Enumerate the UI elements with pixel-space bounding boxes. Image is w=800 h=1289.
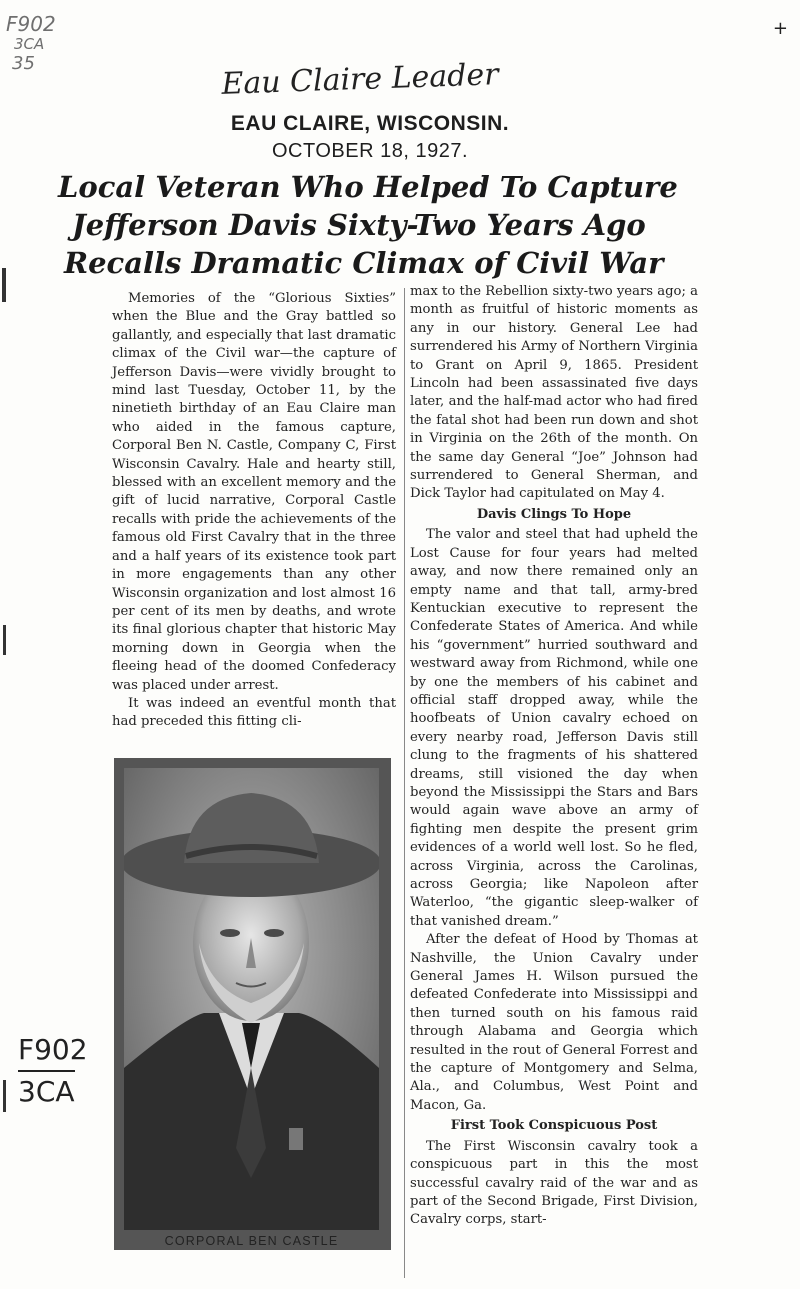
edge-mark-1: [2, 268, 6, 302]
handwritten-note-line-2: 3CA: [18, 1070, 75, 1112]
portrait-photo-image: [124, 768, 379, 1230]
edge-mark-3: [3, 1080, 6, 1112]
subhead-first-took: First Took Conspicuous Post: [450, 1118, 658, 1134]
newspaper-name-handwritten: Eau Claire Leader: [220, 57, 500, 102]
dateline-date: OCTOBER 18, 1927.: [272, 140, 468, 162]
left-paragraph-2: It was indeed an eventful month that had preceded this fitting cli-: [112, 695, 396, 730]
right-column: [410, 283, 698, 1230]
margin-note-line-1: F902: [6, 12, 56, 36]
column-divider: [404, 288, 405, 1278]
left-paragraph-1: Memories of the “Glorious Sixties” when the Blue and the Gray battled so gallantly, and especially that last dramatic climax of the Civil war—the capture of Jefferson Davis—were vividly brought to mind last Tuesday, October 11, by the ninetieth birthday of an Eau Claire man who aided in the famous capture, Corporal Ben N. Castle, Company C, First Wisconsin Cavalry. Hale and hearty still, blessed with an excellent memory and the gift of lucid narrative, Corporal Castle recalls with pride the achievements of the famous old First Cavalry that in the three and a half years of its existence took part in more engagements than any other Wisconsin organization and lost almost 16 per cent of its men by deaths, and wrote its final glorious chapter that historic May morning down in Georgia when the fleeing head of the doomed Confederacy was placed under arrest.: [112, 291, 396, 693]
headline-line-2: Jefferson Davis Sixty-Two Years Ago: [72, 208, 646, 242]
headline: [58, 168, 708, 282]
dateline-city: EAU CLAIRE, WISCONSIN.: [230, 112, 510, 135]
subhead-davis-clings: Davis Clings To Hope: [476, 506, 632, 522]
photo-caption: CORPORAL BEN CASTLE: [164, 1234, 339, 1248]
corner-mark: +: [772, 18, 788, 39]
right-paragraph-2: After the defeat of Hood by Thomas at Nashville, the Union Cavalry under General James H. Wilson pursued the defeated Confederate into Mississippi and then turned south on his famous raid through Alabama and Georgia which resulted in the rout of General Forrest and the capture of Montgomery and Selma, Ala., and Columbus, West Point and Macon, Ga.: [410, 932, 698, 1113]
edge-mark-2: [3, 625, 6, 655]
handwritten-note-line-1: F902: [18, 1033, 88, 1066]
right-paragraph-3: The First Wisconsin cavalry took a conspicuous part in this the most successful cavalry raid of the war and as part of the Second Brigade, First Division, Cavalry corps, start-: [410, 1138, 698, 1228]
margin-note-top: [6, 14, 56, 74]
headline-line-1: Local Veteran Who Helped To Capture: [58, 170, 678, 204]
portrait-photo: [124, 768, 379, 1230]
handwritten-note: [18, 1030, 88, 1112]
left-column: [112, 290, 396, 732]
margin-note-line-3: 35: [12, 53, 35, 74]
right-paragraph-1: The valor and steel that had upheld the Lost Cause for four years had melted away, and now there remained only an empty name and that tall, army-bred Kentuckian executive to represent the Confederate States of America. And while his “government” hurried southward and westward away from Richmond, while one by one the members of his cabinet and official staff dropped away, while the hoofbeats of Union cavalry echoed on every nearby road, Jefferson Davis still clung to the fragments of his shattered dreams, still visioned the day when beyond the Mississippi the Stars and Bars would again wave above an army of fighting men despite the present grim evidences of a world well lost. So he fled, across Virginia, across the Carolinas, across Georgia; like Napoleon after Waterloo, “the gigantic sleep-walker of that vanished dream.”: [410, 527, 698, 929]
right-paragraph-intro: max to the Rebellion sixty-two years ago; a month as fruitful of historic moments as any in our history. General Lee had surrendered his Army of Northern Virginia to Grant on April 9, 1865. President Lincoln had been assassinated five days later, and the half-mad actor who had fired the fatal shot had been run down and shot in Virginia on the 26th of the month. On the same day General “Joe” Johnson had surrendered to General Sherman, and Dick Taylor had capitulated on May 4.: [410, 284, 698, 502]
margin-note-line-2: 3CA: [14, 35, 45, 53]
headline-line-3: Recalls Dramatic Climax of Civil War: [64, 246, 664, 280]
